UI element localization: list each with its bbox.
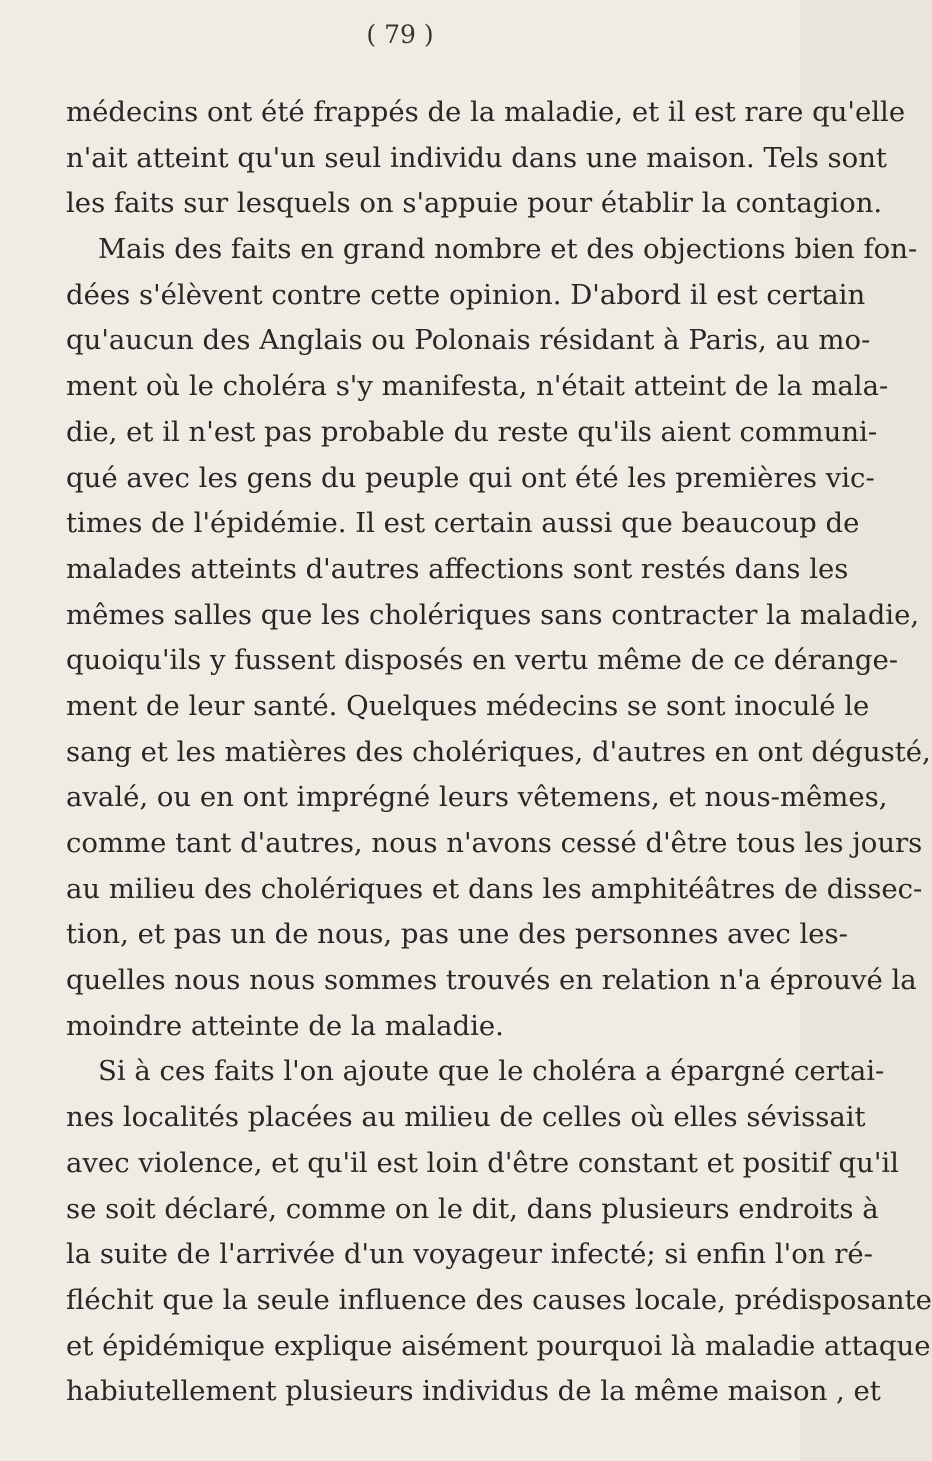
text-line: avalé, ou en ont imprégné leurs vêtemens, et nous-mêmes, <box>66 781 888 814</box>
text-line: qu'aucun des Anglais ou Polonais résidant à Paris, au mo- <box>66 324 871 357</box>
text-line: malades atteints d'autres affections sont restés dans les <box>66 552 849 585</box>
text-line: times de l'épidémie. Il est certain aussi que beaucoup de <box>66 507 860 540</box>
text-line: nes localités placées au milieu de celles où elles sévissait <box>66 1101 866 1134</box>
text-line: qué avec les gens du peuple qui ont été les premières vic- <box>66 461 875 494</box>
text-line: Si à ces faits l'on ajoute que le choléra a épargné certai- <box>98 1055 885 1088</box>
text-line: la suite de l'arrivée d'un voyageur infecté; si enfin l'on ré- <box>66 1238 873 1271</box>
text-line: et épidémique explique aisément pourquoi là maladie attaque <box>66 1329 931 1362</box>
text-line: dées s'élèvent contre cette opinion. D'abord il est certain <box>66 278 866 311</box>
text-line: avec violence, et qu'il est loin d'être constant et positif qu'il <box>66 1146 899 1179</box>
text-line: ment de leur santé. Quelques médecins se sont inoculé le <box>66 689 870 722</box>
text-line: médecins ont été frappés de la maladie, et il est rare qu'elle <box>66 96 906 128</box>
text-line: n'ait atteint qu'un seul individu dans une maison. Tels sont <box>66 141 887 174</box>
page-number: ( 79 ) <box>366 20 434 49</box>
paragraph-2 <box>66 229 931 1051</box>
text-line: habiutellement plusieurs individus de la même maison , et <box>66 1375 881 1408</box>
text-line: die, et il n'est pas probable du reste qu'ils aient communi- <box>66 415 878 448</box>
text-line: Mais des faits en grand nombre et des objections bien fon- <box>98 233 918 266</box>
text-line: les faits sur lesquels on s'appuie pour établir la contagion. <box>66 187 883 220</box>
text-line: mêmes salles que les cholériques sans contracter la maladie, <box>66 598 920 631</box>
text-line: fléchit que la seule influence des causes locale, prédisposante <box>66 1283 932 1316</box>
text-line: ment où le choléra s'y manifesta, n'était atteint de la mala- <box>66 370 889 403</box>
paragraph-1 <box>66 92 906 229</box>
text-line: moindre atteinte de la maladie. <box>66 1009 504 1042</box>
text-line: comme tant d'autres, nous n'avons cessé d'être tous les jours <box>66 827 923 859</box>
text-line: quelles nous nous sommes trouvés en relation n'a éprouvé la <box>66 964 917 997</box>
text-line: tion, et pas un de nous, pas une des personnes avec les- <box>66 918 848 951</box>
text-line: quoiqu'ils y fussent disposés en vertu même de ce dérange- <box>66 644 899 677</box>
text-line: sang et les matières des cholériques, d'autres en ont dégusté, <box>66 735 931 768</box>
text-line: au milieu des cholériques et dans les amphitéâtres de dissec- <box>66 872 923 905</box>
paragraph-3 <box>66 1051 932 1417</box>
body-text <box>66 92 932 1417</box>
text-line: se soit déclaré, comme on le dit, dans plusieurs endroits à <box>66 1192 879 1225</box>
